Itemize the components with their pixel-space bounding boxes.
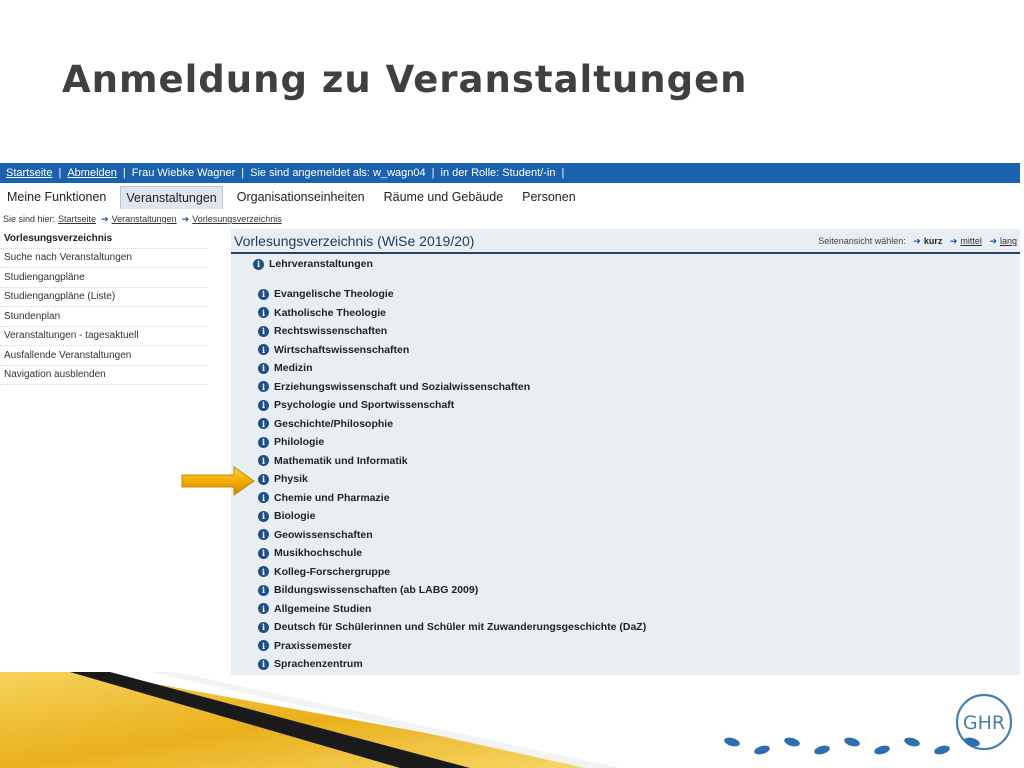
top-bar (0, 163, 1020, 183)
info-icon[interactable]: i (258, 659, 269, 670)
separator: | (241, 167, 245, 179)
faculty-label[interactable]: Psychologie und Sportwissenschaft (274, 399, 455, 412)
faculty-item[interactable] (258, 378, 646, 397)
faculty-label[interactable]: Evangelische Theologie (274, 288, 394, 301)
faculty-item[interactable] (258, 285, 646, 304)
menu-organisationseinheiten[interactable]: Organisationseinheiten (236, 190, 365, 204)
menu-raeume-und-gebaeude[interactable]: Räume und Gebäude (383, 190, 504, 204)
sidebar (0, 229, 208, 385)
faculty-item[interactable] (258, 526, 646, 545)
faculty-label[interactable]: Mathematik und Informatik (274, 454, 408, 467)
faculty-item[interactable] (258, 637, 646, 656)
faculty-label[interactable]: Sprachenzentrum (274, 658, 363, 671)
faculty-item[interactable] (258, 563, 646, 582)
info-icon[interactable]: i (258, 418, 269, 429)
faculty-label[interactable]: Geowissenschaften (274, 528, 373, 541)
info-icon[interactable]: i (258, 400, 269, 411)
faculty-label[interactable]: Chemie und Pharmazie (274, 491, 390, 504)
separator: | (58, 167, 62, 179)
faculty-label[interactable]: Deutsch für Schülerinnen und Schüler mit Zuwanderungsgeschichte (DaZ) (274, 621, 647, 634)
faculty-item[interactable] (258, 396, 646, 415)
slide-title: Anmeldung zu Veranstaltungen (62, 58, 748, 101)
faculty-item-physik[interactable] (258, 470, 646, 489)
breadcrumb-veranstaltungen[interactable]: Veranstaltungen (111, 214, 177, 224)
sidebar-item-tagesaktuell[interactable]: Veranstaltungen - tagesaktuell (0, 327, 208, 347)
screenshot (0, 163, 1020, 675)
faculty-label[interactable]: Geschichte/Philosophie (274, 417, 394, 430)
faculty-item[interactable] (258, 415, 646, 434)
faculty-label[interactable]: Musikhochschule (274, 547, 363, 560)
view-label: Seitenansicht wählen: (818, 236, 906, 246)
sidebar-item-navigation-ausblenden[interactable]: Navigation ausblenden (0, 366, 208, 386)
faculty-list (258, 285, 646, 674)
faculty-item[interactable] (258, 618, 646, 637)
breadcrumb-prefix: Sie sind hier: (3, 214, 56, 224)
sidebar-item-studiengangplaene-liste[interactable]: Studiengangpläne (Liste) (0, 288, 208, 308)
separator: | (561, 167, 565, 179)
faculty-label[interactable]: Bildungswissenschaften (ab LABG 2009) (274, 584, 479, 597)
logo-text: GHR (962, 712, 1006, 734)
faculty-label[interactable]: Physik (274, 473, 308, 486)
faculty-item[interactable] (258, 581, 646, 600)
content-header (231, 229, 1020, 254)
pointer-arrow-icon (180, 466, 256, 496)
faculty-label[interactable]: Katholische Theologie (274, 306, 387, 319)
sidebar-item-ausfallende[interactable]: Ausfallende Veranstaltungen (0, 346, 208, 366)
info-icon[interactable]: i (258, 437, 269, 448)
breadcrumb-startseite[interactable]: Startseite (58, 214, 97, 224)
startseite-link[interactable]: Startseite (6, 167, 53, 179)
info-icon[interactable]: i (258, 455, 269, 466)
faculty-label[interactable]: Allgemeine Studien (274, 602, 372, 615)
faculty-item[interactable] (258, 489, 646, 508)
info-icon[interactable]: i (258, 326, 269, 337)
footprints-icon (720, 730, 990, 760)
arrow-right-icon: ➔ (989, 236, 997, 246)
info-icon[interactable]: i (258, 566, 269, 577)
faculty-item[interactable] (258, 507, 646, 526)
arrow-right-icon: ➔ (913, 236, 921, 246)
sidebar-item-studiengangplaene[interactable]: Studiengangpläne (0, 268, 208, 288)
faculty-label[interactable]: Erziehungswissenschaft und Sozialwissenschaften (274, 380, 531, 393)
faculty-item[interactable] (258, 452, 646, 471)
main-content (231, 229, 1020, 675)
abmelden-link[interactable]: Abmelden (67, 167, 117, 179)
faculty-label[interactable]: Wirtschaftswissenschaften (274, 343, 410, 356)
faculty-item[interactable] (258, 322, 646, 341)
separator: | (431, 167, 435, 179)
menu-personen[interactable]: Personen (522, 190, 576, 204)
decorative-stripe (0, 672, 620, 768)
view-switch (818, 236, 1017, 247)
menu-veranstaltungen[interactable]: Veranstaltungen (120, 186, 222, 209)
info-icon[interactable]: i (258, 548, 269, 559)
info-icon[interactable]: i (258, 603, 269, 614)
page-title: Vorlesungsverzeichnis (WiSe 2019/20) (234, 232, 475, 249)
info-icon[interactable]: i (258, 381, 269, 392)
faculty-item[interactable] (258, 600, 646, 619)
info-icon[interactable]: i (258, 474, 269, 485)
faculty-label[interactable]: Biologie (274, 510, 316, 523)
arrow-right-icon: ➔ (181, 213, 190, 224)
sidebar-item-suche[interactable]: Suche nach Veranstaltungen (0, 249, 208, 269)
section-label: Lehrveranstaltungen (269, 258, 373, 270)
faculty-item[interactable] (258, 655, 646, 674)
main-menu (0, 183, 1020, 211)
faculty-item[interactable] (258, 359, 646, 378)
arrow-right-icon: ➔ (949, 236, 958, 246)
faculty-label[interactable]: Medizin (274, 362, 313, 375)
view-mittel[interactable]: mittel (960, 236, 982, 246)
breadcrumb (0, 211, 1020, 227)
faculty-item[interactable] (258, 544, 646, 563)
info-icon[interactable]: i (258, 363, 269, 374)
info-icon[interactable]: i (258, 344, 269, 355)
faculty-label[interactable]: Rechtswissenschaften (274, 325, 388, 338)
info-icon[interactable]: i (258, 622, 269, 633)
info-icon[interactable]: i (258, 289, 269, 300)
arrow-right-icon: ➔ (101, 213, 109, 224)
menu-meine-funktionen[interactable]: Meine Funktionen (7, 190, 107, 204)
faculty-label[interactable]: Philologie (274, 436, 325, 449)
sidebar-item-vorlesungsverzeichnis[interactable]: Vorlesungsverzeichnis (0, 229, 208, 249)
breadcrumb-vorlesungsverzeichnis[interactable]: Vorlesungsverzeichnis (192, 214, 282, 224)
user-name: Frau Wiebke Wagner (131, 167, 236, 179)
role-info: in der Rolle: Student/-in (440, 167, 556, 179)
separator: | (122, 167, 126, 179)
faculty-item[interactable] (258, 304, 646, 323)
faculty-label[interactable]: Kolleg-Forschergruppe (274, 565, 391, 578)
info-icon[interactable]: i (258, 640, 269, 651)
view-kurz[interactable]: kurz (923, 236, 943, 246)
faculty-item[interactable] (258, 433, 646, 452)
faculty-label[interactable]: Praxissemester (274, 639, 352, 652)
info-icon[interactable]: i (258, 492, 269, 503)
view-lang[interactable]: lang (999, 236, 1017, 246)
sidebar-item-stundenplan[interactable]: Stundenplan (0, 307, 208, 327)
info-icon[interactable]: i (258, 585, 269, 596)
section-lehrveranstaltungen[interactable] (253, 258, 373, 270)
info-icon[interactable]: i (258, 307, 269, 318)
info-icon[interactable]: i (253, 259, 264, 270)
info-icon[interactable]: i (258, 511, 269, 522)
faculty-item[interactable] (258, 341, 646, 360)
login-info: Sie sind angemeldet als: w_wagn04 (250, 167, 426, 179)
info-icon[interactable]: i (258, 529, 269, 540)
